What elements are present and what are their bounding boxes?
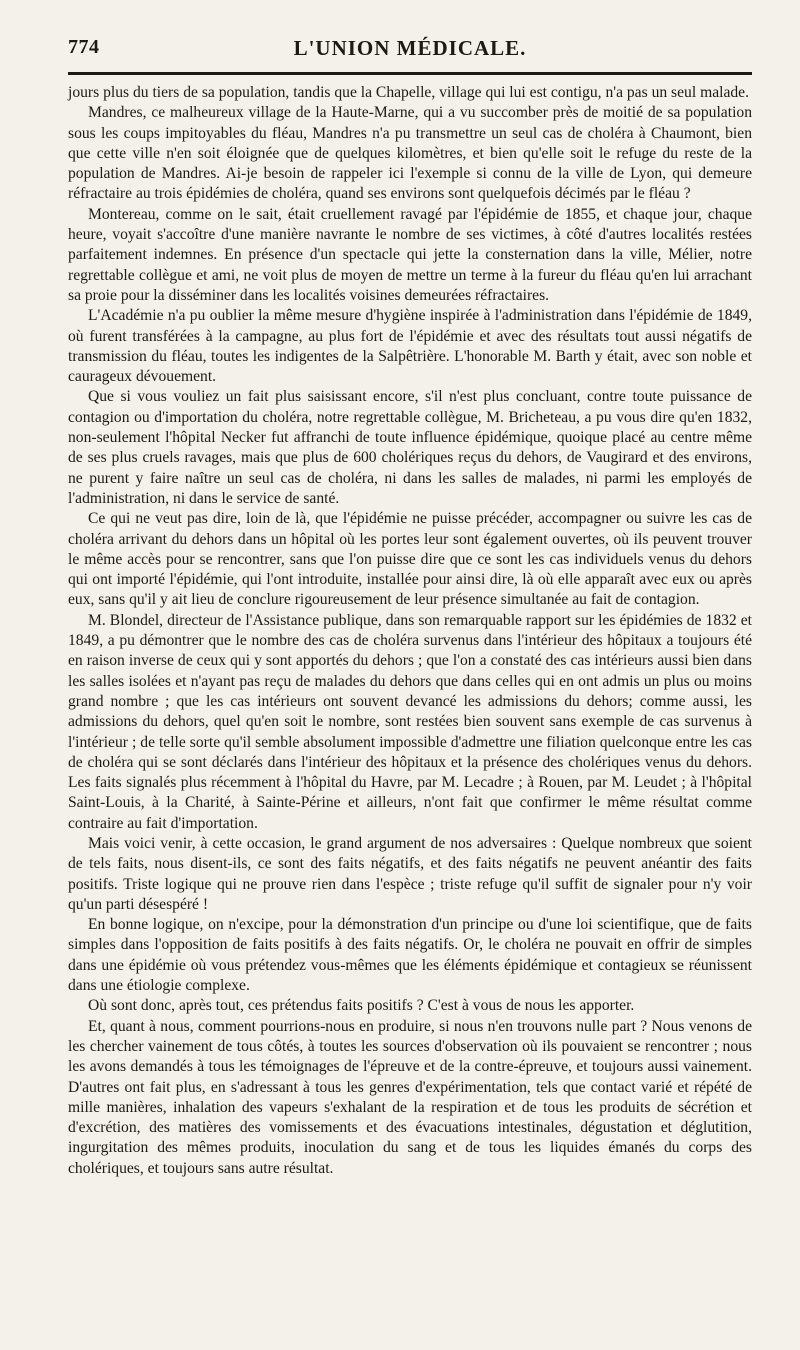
- paragraph-2: Mandres, ce malheureux village de la Haute-Marne, qui a vu succomber près de moitié de sa population sous les coups impitoyables du fléau, Mandres n'a pu transmettre un seul cas de choléra à Chaumont, bien que cette ville n'en soit éloignée que de quelques kilomètres, et bien qu'elle soit le refuge du reste de la population de Mandres. Ai-je besoin de rappeler ici l'exemple si connu de la ville de Lyon, qui demeure réfractaire au trois épidémies de choléra, quand ses environs sont quelquefois décimés par le fléau ?: [68, 104, 752, 203]
- paragraph-5: Que si vous vouliez un fait plus saisissant encore, s'il n'est plus concluant, contre toute puissance de contagion ou d'importation du choléra, notre regrettable collègue, M. Bricheteau, a pu vous dire qu'en 1832, non-seulement l'hôpital Necker fut affranchi de toute influence épidémique, quoique placé au centre même de ses plus cruels ravages, mais que plus de 600 cholériques reçus du dehors, de Vaugirard et des environs, ne purent y faire naître un seul cas de choléra, ni dans les salles de malades, ni parmi les employés de l'administration, ni dans le service de santé.: [68, 388, 752, 507]
- paragraph-10: Où sont donc, après tout, ces prétendus faits positifs ? C'est à vous de nous les apporter.: [88, 997, 635, 1015]
- page-header: [68, 30, 752, 72]
- paragraph-4: L'Académie n'a pu oublier la même mesure d'hygiène inspirée à l'administration dans l'épidémie de 1849, où furent transférées à la campagne, au plus fort de l'épidémie et avec des résultats tout aussi négatifs de transmission du fléau, toutes les indigentes de la Salpêtrière. L'honorable M. Barth y était, avec son noble et caurageux dévouement.: [68, 307, 752, 386]
- paragraph-8: Mais voici venir, à cette occasion, le grand argument de nos adversaires : Quelque nombreux que soient de tels faits, nous disent-ils, ce sont des faits négatifs, et des faits négatifs ne peuvent anéantir des faits positifs. Triste logique qui ne prouve rien dans l'espèce ; triste refuge qu'il suffit de signaler pour n'y voir qu'un parti désespéré !: [68, 834, 752, 913]
- paragraph-11: Et, quant à nous, comment pourrions-nous en produire, si nous n'en trouvons nulle part ? Nous venons de les chercher vainement de tous côtés, à toutes les sources d'observation où ils pouvaient se rencontrer ; nous les avons demandés à tous les témoignages de l'épreuve et de la contre-épreuve, et toujours aussi vainement. D'autres ont fait plus, en s'adressant à tous les genres d'expérimentation, tels que contact varié et répété de mille manières, inhalation des vapeurs s'exhalant de la respiration et de tous les produits de sécrétion et d'excrétion, des matières des vomissements et des évacuations intestinales, dégustation et déglutition, ingurgitation des mêmes produits, inoculation du sang et de tous les liquides émanés du corps des cholériques, et toujours sans autre résultat.: [68, 1017, 752, 1177]
- paragraph-1: jours plus du tiers de sa population, tandis que la Chapelle, village qui lui est contigu, n'a pas un seul malade.: [68, 84, 750, 101]
- paragraph-9: En bonne logique, on n'excipe, pour la démonstration d'un principe ou d'une loi scientifique, que de faits simples dans l'opposition de faits positifs à des faits négatifs. Or, le choléra ne pouvait en offrir de simples dans une épidémie où vous prétendez vous-mêmes que les éléments épidémique et contagieux se réunissent dans une étiologie complexe.: [68, 916, 752, 995]
- paragraph-3: Montereau, comme on le sait, était cruellement ravagé par l'épidémie de 1855, et chaque jour, chaque heure, voyait s'accoître d'une manière navrante le nombre de ses victimes, à côté d'autres localités restées parfaitement indemnes. En présence d'un spectacle qui jette la consternation dans la ville, Mélier, notre regrettable collègue et ami, ne voit plus de moyen de mettre un terme à la fureur du fléau qu'en lui arrachant sa proie pour la disséminer dans les localités voisines demeurées réfractaires.: [68, 205, 752, 304]
- header-rule: [68, 72, 752, 75]
- running-title: L'UNION MÉDICALE.: [293, 36, 527, 60]
- paragraph-6: Ce qui ne veut pas dire, loin de là, que l'épidémie ne puisse précéder, accompagner ou suivre les cas de choléra arrivant du dehors dans un hôpital où les portes leur sont également ouvertes, où ils peuvent trouver le même accès pour se rencontrer, sans que l'on puisse dire que ce sont les cas individuels venus du dehors qui ont importé l'épidémie, qui l'ont introduite, installée pour ainsi dire, là où elle apparaît avec eux ou après eux, sans qu'il y ait lieu de conclure rigoureusement de leur présence simultanée au fait de contagion.: [68, 510, 752, 609]
- body-text: [68, 83, 752, 1179]
- paragraph-7: M. Blondel, directeur de l'Assistance publique, dans son remarquable rapport sur les épidémies de 1832 et 1849, a pu démontrer que le nombre des cas de choléra survenus dans l'intérieur des hôpitaux a toujours été en raison inverse de ceux qui y sont apportés du dehors ; que l'on a constaté des cas intérieurs aussi bien dans les salles isolées et n'ayant pas reçu de malades du dehors que dans celles qui en ont admis un plus ou moins grand nombre ; que les cas intérieurs ont souvent devancé les admissions du dehors; comme aussi, les admissions du dehors, quel qu'en soit le nombre, sont restées bien souvent sans exemple de cas survenus à l'intérieur ; de telle sorte qu'il semble absolument impossible d'admettre une filiation quelconque entre les cas de choléra qui se sont déclarés dans l'intérieur des hôpitaux et la présence des cholériques venus du dehors. Les faits signalés plus récemment à l'hôpital du Havre, par M. Lecadre ; à Rouen, par M. Leudet ; à l'hôpital Saint-Louis, à la Charité, à Sainte-Périne et ailleurs, n'ont fait que confirmer le même résultat comme contraire au fait d'importation.: [68, 611, 752, 832]
- page-number: 774: [68, 36, 100, 58]
